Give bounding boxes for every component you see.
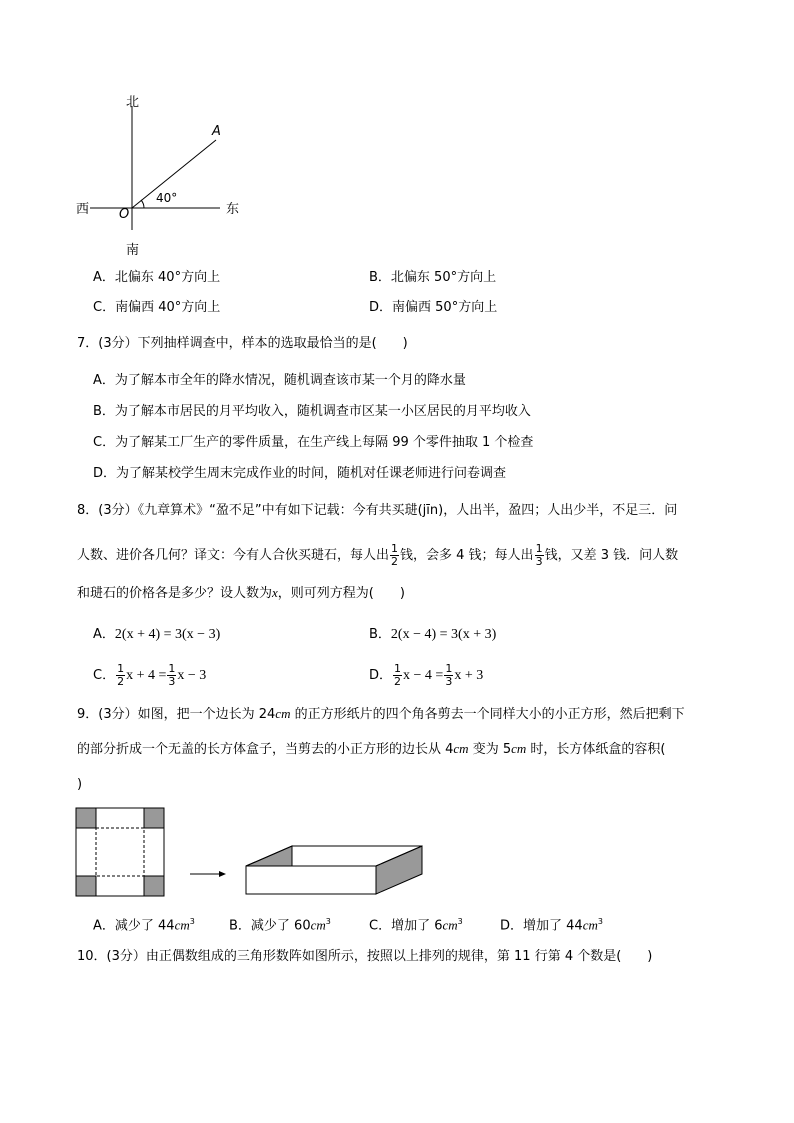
- q8-option-a: A．2(x + 4) = 3(x − 3): [93, 627, 221, 642]
- q8-option-c: C． $\frac{1}{2}$ x + 4 = $\frac{1}{3}$ x − 3: [93, 662, 207, 688]
- arrow-head: [219, 871, 226, 877]
- q8-line3: 和琎石的价格各是多少？设人数为x，则可列方程为( ): [77, 585, 405, 601]
- q7-option-c: C．为了解某工厂生产的零件质量，在生产线上每隔 99 个零件抽取 1 个检查: [93, 435, 534, 450]
- q8-line1: 8．(3分）《九章算术》“盈不足”中有如下记载：今有共买琎(jīn)，人出半，盈四；人出少半，不足三．问: [77, 503, 678, 518]
- q10-stem: 10．(3分）由正偶数组成的三角形数阵如图所示，按照以上排列的规律，第 11 行第 4 个数是( ): [77, 949, 653, 964]
- q7-stem: 7．(3分）下列抽样调查中，样本的选取最恰当的是( ): [77, 336, 408, 351]
- q9-line1: 9．(3分）如图，把一个边长为 24cm 的正方形纸片的四个角各剪去一个同样大小的小正方形，然后把剩下: [77, 706, 685, 722]
- q9-option-c: C．增加了 $6cm^3$: [369, 917, 463, 934]
- q8-option-d: D． $\frac{1}{2}$ x − 4 = $\frac{1}{3}$ x + 3: [369, 662, 484, 688]
- q9-line3: ): [77, 777, 83, 792]
- label-east: 东: [226, 202, 240, 217]
- q9-option-a: A．减少了 $44cm^3$: [93, 917, 195, 934]
- q6-option-d: D．南偏西 50°方向上: [369, 300, 498, 315]
- label-angle: 40°: [156, 191, 178, 205]
- q9-option-b: B．减少了 $60cm^3$: [229, 917, 331, 934]
- q6-option-a: A．北偏东 40°方向上: [93, 270, 221, 285]
- corner-cut-tl: [76, 808, 96, 828]
- label-south: 南: [126, 243, 140, 258]
- q7-option-d: D．为了解某校学生周末完成作业的时间，随机对任课老师进行问卷调查: [93, 466, 507, 481]
- q6-option-c: C．南偏西 40°方向上: [93, 300, 221, 315]
- label-west: 西: [76, 202, 90, 217]
- box-figure: [74, 806, 434, 902]
- label-origin: O: [119, 207, 130, 222]
- q7-option-b: B．为了解本市居民的月平均收入，随机调查市区某一小区居民的月平均收入: [93, 404, 531, 419]
- q8-option-b: B．2(x − 4) = 3(x + 3): [369, 627, 497, 642]
- q7-option-a: A．为了解本市全年的降水情况，随机调查该市某一个月的降水量: [93, 373, 466, 388]
- q9-option-d: D．增加了 $44cm^3$: [500, 917, 603, 934]
- corner-cut-bl: [76, 876, 96, 896]
- q8-line2: 人数、进价各几何？译文：今有人合伙买琎石，每人出 $\frac{1}{2}$ 钱，会多 4 钱；每人出 $\frac{1}{3}$ 钱，又差 3 钱．问人数: [77, 542, 679, 568]
- label-north: 北: [126, 95, 140, 110]
- corner-cut-br: [144, 876, 164, 896]
- compass-figure: [70, 90, 260, 260]
- q9-line2: 的部分折成一个无盖的长方体盒子，当剪去的小正方形的边长从 4cm 变为 5cm 时，长方体纸盒的容积(: [77, 741, 666, 757]
- label-point-a: A: [212, 124, 221, 139]
- corner-cut-tr: [144, 808, 164, 828]
- box-front-face: [246, 866, 376, 894]
- angle-arc: [141, 200, 144, 208]
- box-right-face: [376, 846, 422, 894]
- q6-option-b: B．北偏东 50°方向上: [369, 270, 497, 285]
